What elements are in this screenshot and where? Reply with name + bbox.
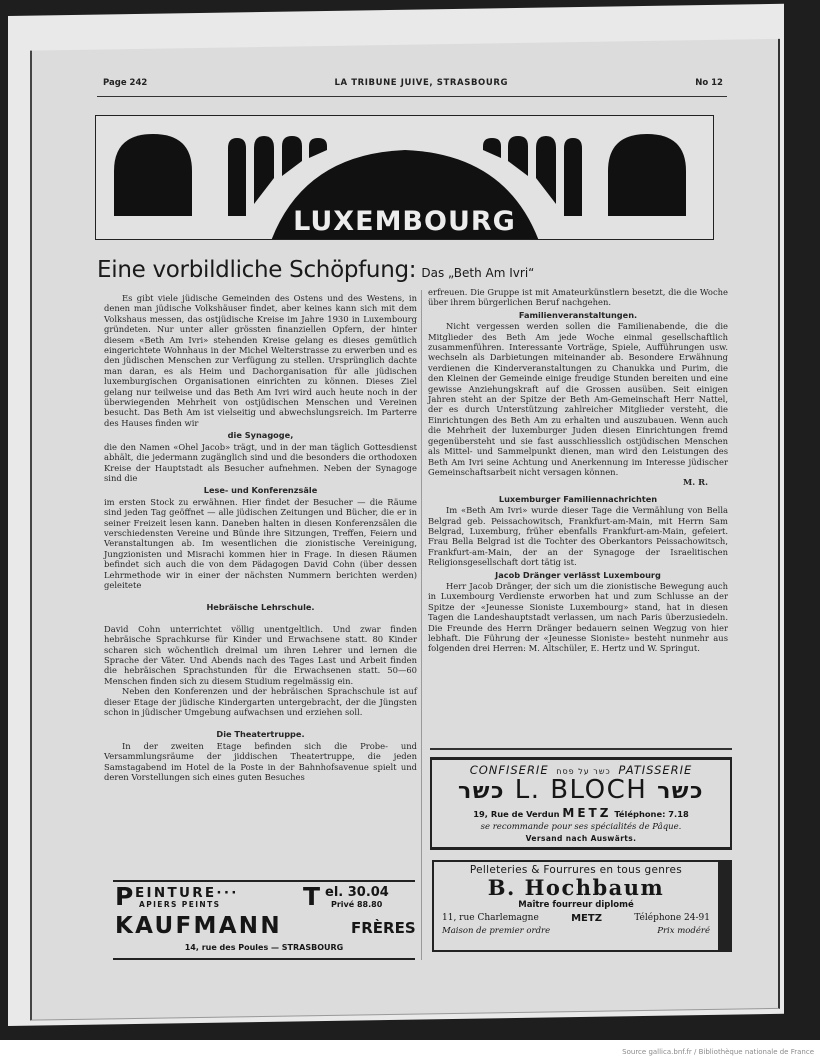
ad-line: Pelleteries & Fourrures en tous genres bbox=[469, 864, 683, 876]
subheading-theatertruppe: Die Theatertruppe. bbox=[216, 729, 305, 740]
ad-brand: KAUFMANN bbox=[115, 913, 282, 939]
paragraph: Nicht vergessen werden sollen die Familienabende, die die Mitglieder des Beth Am jede Woche einmal gesellschaftlich zusammenführen. Interessante Vorträge, Spiele, Aufführungen usw. wechseln als Darbietungen miteinander ab. Besondere Erwähnung verdienen die Kinderveranstaltungen zu Chanukka und Purim, die den Kleinen der Gemeinde einige freudige Stunden bereiten und eine gewisse Anziehungskraft auf die Grossen ausüben. Seit einigen Jahren steht an der Spitze der Beth Am-Gemeinschaft Herr Nattel, der es durch Unterstützung zahlreicher Mitglieder versteht, die Einrichtungen des Beth Am zu erhalten und auszubauen. Wenn auch die Mehrheit der luxemburger Juden diesen Einrichtungen fremd gegenübersteht und sie fast ausschliesslich ostjüdischen Menschen als Mittel- und Sammelpunkt dienen, man wird den Leistungen des Beth Am Ivri seine Achtung und Anerkennung im Interesse jüdischer Gemeinschaftsarbeit nicht versagen können. bbox=[428, 321, 728, 477]
running-head bbox=[103, 78, 723, 94]
page-number: Page 242 bbox=[103, 78, 148, 88]
advertisement-hochbaum bbox=[432, 860, 732, 952]
ad-brand: כשר L. BLOCH כשר bbox=[458, 775, 704, 805]
advertisement-kaufmann: P EINTURE··· APIERS PEINTS T el. 30.04 Privé 88.80 KAUFMANN FRÈRES 14, rue des Poules — STRASBOURG bbox=[113, 880, 415, 960]
issue-number: No 12 bbox=[695, 78, 723, 88]
paragraph: In der zweiten Etage befinden sich die Probe- und Versammlungsräume der jiddischen Theatertruppe, die jeden Samstagabend im Hotel de la Poste in der Bahnhofsavenue spielt und deren Vorstellungen sich eines guten Besuches bbox=[104, 740, 417, 783]
paragraph: Im «Beth Am Ivri» wurde dieser Tage die Vermählung von Bella Belgrad geb. Peissachowitsch, Frankfurt-am-Main, mit Herrn Sam Belgrad, Luxemburg, früher ebenfalls Frankfurt-am-Main, gefeiert. Frau Bella Belgrad ist die Tochter des Oberkantors Peissachowitsch, Frankfurt-am-Main, der an der Synagoge der Israelitischen Religionsgesellschaft dort tätig ist. bbox=[428, 505, 728, 568]
subheading-familienveranstaltungen: Familienveranstaltungen. bbox=[518, 309, 638, 320]
source-credit: Source gallica.bnf.fr / Bibliothèque nationale de France bbox=[622, 1048, 814, 1056]
section-rule bbox=[430, 748, 732, 750]
subheading-synagoge: die Synagoge, bbox=[227, 430, 294, 441]
ad-title: Maître fourreur diplomé bbox=[518, 900, 634, 910]
subheading-lehrschule: Hebräische Lehrschule. bbox=[206, 602, 315, 613]
paragraph: erfreuen. Die Gruppe ist mit Amateurkünstlern besetzt, die die Woche über ihrem bürgerlichen Beruf nachgehen. bbox=[428, 287, 728, 308]
paragraph: Neben den Konferenzen und der hebräischen Sprachschule ist auf dieser Etage der jüdische Kindergarten untergebracht, der die Jüngsten schon in jüdischer Umgebung aufwachsen und erziehen soll. bbox=[104, 686, 417, 718]
newspaper-title: LA TRIBUNE JUIVE, STRASBOURG bbox=[334, 78, 509, 88]
article-title: Eine vorbildliche Schöpfung bbox=[97, 257, 409, 283]
author-signature: M. R. bbox=[683, 477, 708, 488]
hebrew-text: כשר על פסח bbox=[556, 767, 611, 776]
luxembourg-banner bbox=[95, 115, 714, 240]
title-separator: : bbox=[408, 257, 417, 283]
article-headline bbox=[97, 257, 534, 283]
advertisement-bloch bbox=[430, 757, 732, 850]
ad-address: 14, rue des Poules — STRASBOURG bbox=[184, 943, 344, 952]
ad-address: 19, Rue de Verdun METZ Téléphone: 7.18 bbox=[473, 806, 689, 820]
ad-shipping: Versand nach Auswärts. bbox=[525, 834, 637, 843]
paragraph: Es gibt viele jüdische Gemeinden des Ostens und des Westens, in denen man jüdische Volkshäuser findet, aber keines kann sich mit dem Volkshaus messen, das ostjüdische Kreise im Jahre 1930 in Luxembourg gründeten. Nur unter aller grössten finanziellen Opfern, der hinter diesem «Beth Am Ivri» stehenden Kreise gelang es dieses gemütlich eingerichtete Wohnhaus in der Michel Welterstrasse zu erwerben und es den jüdischen Menschen zur Verfügung zu stellen. Ursprünglich dachte man daran, es als Heim und Dachorganisation für alle jüdischen luxemburgischen Organisationen einrichten zu können. Dieses Ziel gelang nur teilweise und das Beth Am Ivri wird auch heute noch in der überwiegenden Mehrheit von ostjüdischen Menschen und Vereinen besucht. Das Beth Am ist vielseitig und abwechslungsreich. Im Parterre des Hauses finden wir bbox=[104, 293, 417, 428]
right-column bbox=[428, 287, 728, 654]
subheading-familiennachrichten: Luxemburger Familiennachrichten bbox=[498, 493, 658, 504]
hebrew-kosher: כשר bbox=[458, 779, 505, 804]
subheading-lesesaele: Lese- und Konferenzsäle bbox=[203, 485, 318, 496]
column-divider bbox=[421, 290, 422, 960]
ad-footer: Maison de premier ordre Prix modéré bbox=[442, 926, 710, 936]
paragraph: die den Namen «Ohel Jacob» trägt, und in der man täglich Gottesdienst abhält, die jedermann zugänglich sind und die besonders die orthodoxen Kreise der Hauptstadt als Besucher aufnehmen. Neben der Synagoge sind die bbox=[104, 441, 417, 483]
ad-line: CONFISERIE כשר על פסח PATISSERIE bbox=[469, 763, 693, 777]
ad-tagline: se recommande pour ses spécialités de Pâque. bbox=[480, 822, 682, 832]
hebrew-kosher: כשר bbox=[657, 779, 704, 804]
ad-brand: B. Hochbaum bbox=[487, 875, 665, 900]
paragraph: im ersten Stock zu erwähnen. Hier findet der Besucher — die Räume sind jeden Tag geöffnet — alle jüdischen Zeitungen und Bücher, die er in seiner Freizeit lesen kann. Daneben halten in diesen Konferenzsälen die verschiedensten Vereine und Bünde ihre Sitzungen, Treffen, Feiern und Veranstaltungen ab. Im wesentlichen die zionistische Vereinigung, Jungzionisten und Misrachi kommen hier in Frage. In diesen Räumen befindet sich auch die von dem Pädagogen David Cohn (über dessen Lehrmethode wir in einer der nächsten Nummern berichten werden) geleitete bbox=[104, 496, 417, 590]
paragraph: David Cohn unterrichtet völlig unentgeltlich. Und zwar finden hebräische Sprachkurse für Kinder und Erwachsene statt. 80 Kinder scharen sich wöchentlich dreimal um ihren Lehrer und lernen die Sprache der Väter. Und Abends nach des Tages Last und Arbeit finden die hebräischen Sprachstunden für die Erwachsenen statt. 50—60 Menschen finden sich zu diesem Studium regelmässig ein. bbox=[104, 623, 417, 686]
header-rule bbox=[97, 96, 727, 97]
subheading-draenger: Jacob Dränger verlässt Luxembourg bbox=[495, 569, 661, 580]
paragraph: Herr Jacob Dränger, der sich um die zionistische Bewegung auch in Luxembourg Verdienste erworben hat und zum Schlusse an der Spitze der «Jeunesse Sioniste Luxembourg» stand, hat in diesen Tagen die Landeshauptstadt verlassen, um nach Paris überzusiedeln. Die Freunde des Herrn Dränger bedauern seinen Wegzug von hier lebhaft. Die Führung der «Jeunesse Sioniste» besteht nunmehr aus folgenden drei Herren: M. Altschüler, E. Hertz und W. Springut. bbox=[428, 580, 728, 654]
ad-address: 11, rue Charlemagne METZ Téléphone 24-91 bbox=[442, 913, 710, 924]
article-subtitle: Das „Beth Am Ivri“ bbox=[421, 266, 535, 280]
left-column bbox=[104, 293, 417, 782]
banner-label: LUXEMBOURG bbox=[293, 206, 516, 237]
